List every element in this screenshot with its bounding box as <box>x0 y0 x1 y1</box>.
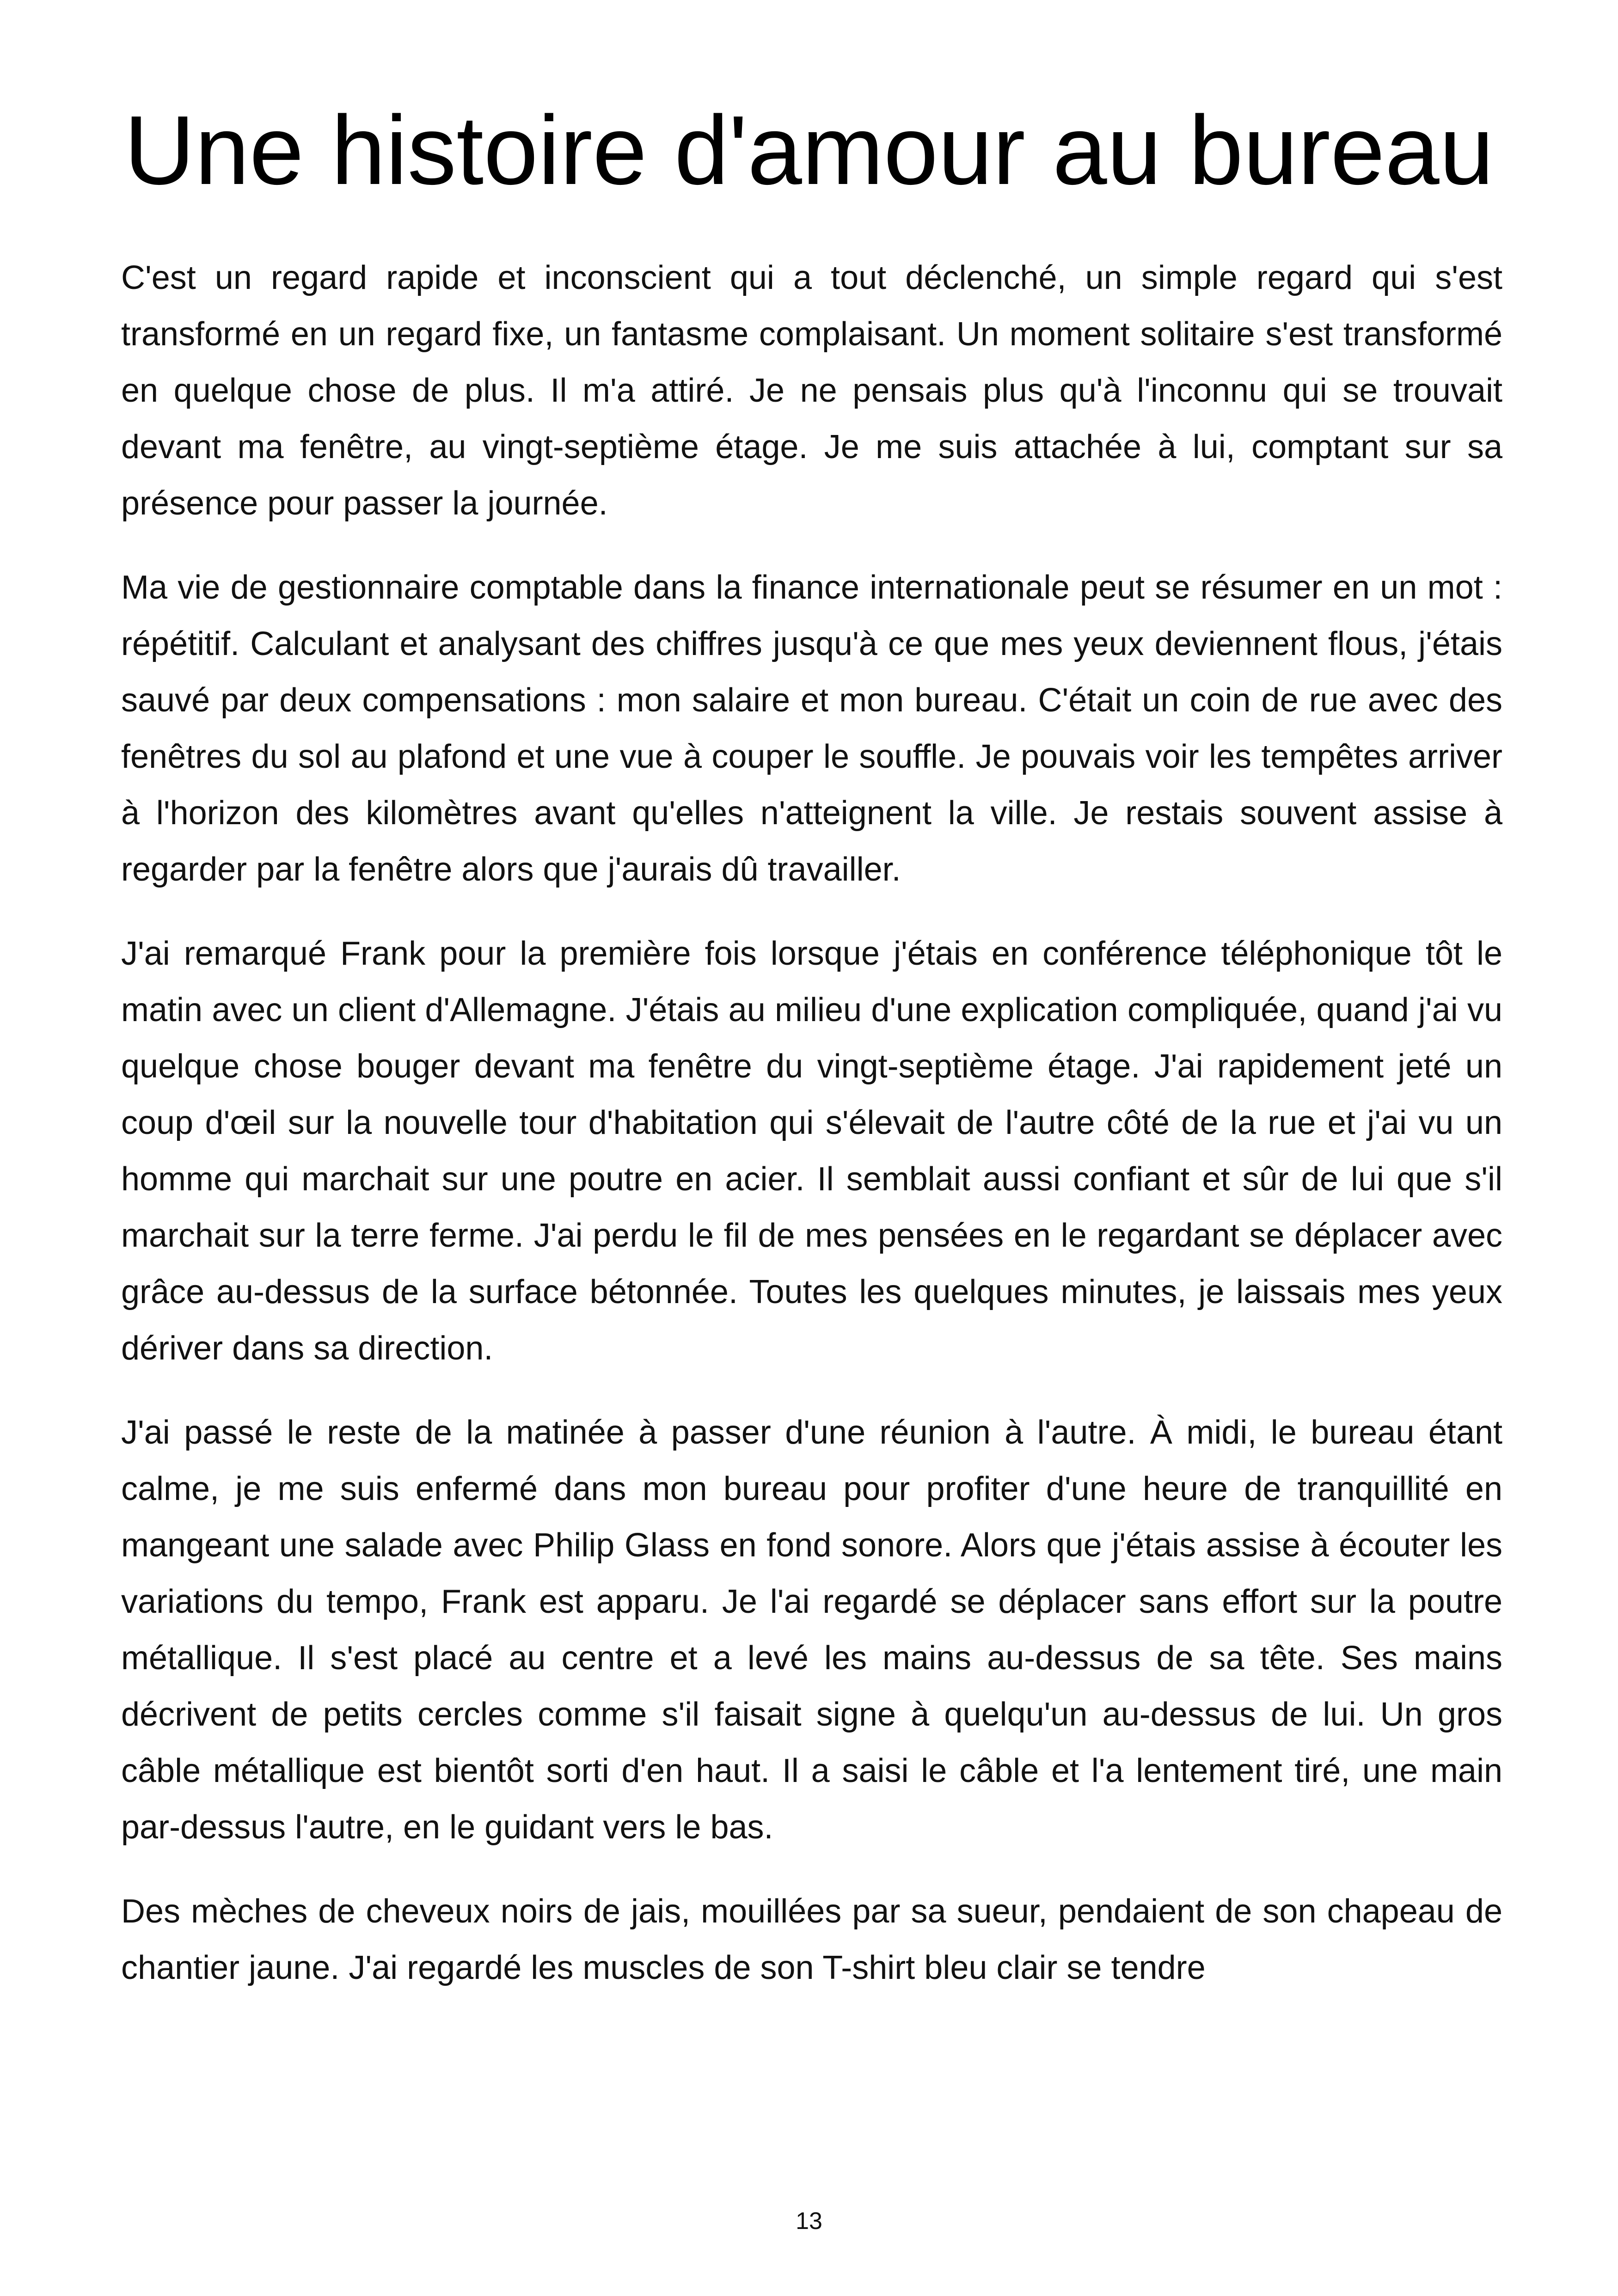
paragraph: J'ai passé le reste de la matinée à passer d'une réunion à l'autre. À midi, le bureau étant calme, je me suis enfermé dans mon bureau pour profiter d'une heure de tranquillité en mangeant une salade avec Philip Glass en fond sonore. Alors que j'étais assise à écouter les variations du tempo, Frank est apparu. Je l'ai regardé se déplacer sans effort sur la poutre métallique. Il s'est placé au centre et a levé les mains au-dessus de sa tête. Ses mains décrivent de petits cercles comme s'il faisait signe à quelqu'un au-dessus de lui. Un gros câble métallique est bientôt sorti d'en haut. Il a saisi le câble et l'a lentement tiré, une main par-dessus l'autre, en le guidant vers le bas. <box>121 1414 1502 1846</box>
paragraph: Ma vie de gestionnaire comptable dans la finance internationale peut se résumer en un mot : répétitif. Calculant et analysant des chiffres jusqu'à ce que mes yeux deviennent flous, j'étais sauvé par deux compensations : mon salaire et mon bureau. C'était un coin de rue avec des fenêtres du sol au plafond et une vue à couper le souffle. Je pouvais voir les tempêtes arriver à l'horizon des kilomètres avant qu'elles n'atteignent la ville. Je restais souvent assise à regarder par la fenêtre alors que j'aurais dû travailler. <box>121 569 1502 888</box>
paragraph: Des mèches de cheveux noirs de jais, mouillées par sa sueur, pendaient de son chapeau de chantier jaune. J'ai regardé les muscles de son T-shirt bleu clair se tendre <box>121 1893 1502 1986</box>
page-number: 13 <box>796 2208 822 2235</box>
paragraph: C'est un regard rapide et inconscient qui a tout déclenché, un simple regard qui s'est transformé en un regard fixe, un fantasme complaisant. Un moment solitaire s'est transformé en quelque chose de plus. Il m'a attiré. Je ne pensais plus qu'à l'inconnu qui se trouvait devant ma fenêtre, au vingt-septième étage. Je me suis attachée à lui, comptant sur sa présence pour passer la journée. <box>121 259 1502 522</box>
page-title: Une histoire d'amour au bureau <box>124 95 1494 205</box>
paragraph: J'ai remarqué Frank pour la première fois lorsque j'étais en conférence téléphonique tôt le matin avec un client d'Allemagne. J'étais au milieu d'une explication compliquée, quand j'ai vu quelque chose bouger devant ma fenêtre du vingt-septième étage. J'ai rapidement jeté un coup d'œil sur la nouvelle tour d'habitation qui s'élevait de l'autre côté de la rue et j'ai vu un homme qui marchait sur une poutre en acier. Il semblait aussi confiant et sûr de lui que s'il marchait sur la terre ferme. J'ai perdu le fil de mes pensées en le regardant se déplacer avec grâce au-dessus de la surface bétonnée. Toutes les quelques minutes, je laissais mes yeux dériver dans sa direction. <box>121 935 1502 1367</box>
body-text <box>121 250 1502 2024</box>
